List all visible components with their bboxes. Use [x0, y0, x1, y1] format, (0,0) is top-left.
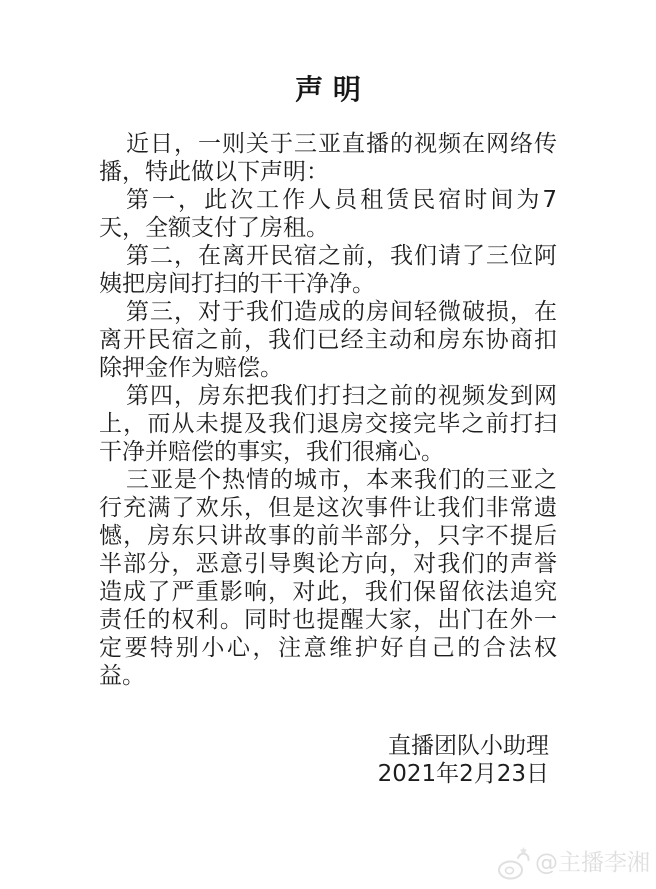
signature-name: 直播团队小助理 [388, 733, 549, 759]
text-line: 益。 [99, 663, 145, 689]
text-line: 离开民宿之前，我们已经主动和房东协商扣 [99, 327, 557, 353]
statement-body [99, 130, 557, 690]
text-line: 责任的权利。同时也提醒大家，出门在外一 [99, 607, 557, 633]
watermark [496, 844, 650, 882]
statement-paragraph-point-3 [99, 298, 557, 382]
text-line: 姨把房间打扫的干干净净。 [99, 271, 375, 297]
text-line: 半部分，恶意引导舆论方向，对我们的声誉 [99, 551, 557, 577]
statement-title: 声 明 [295, 73, 361, 106]
text-line: 播，特此做以下声明： [99, 159, 329, 185]
text-line: 造成了严重影响，对此，我们保留依法追究 [99, 579, 557, 605]
text-line: 第四，房东把我们打扫之前的视频发到网 [126, 383, 557, 409]
statement-paragraph-point-2 [99, 242, 557, 298]
signature-date: 2021年2月23日 [377, 761, 549, 787]
text-line: 干净并赔偿的事实，我们很痛心。 [99, 439, 444, 465]
text-line: 除押金作为赔偿。 [99, 355, 283, 381]
text-line: 第二，在离开民宿之前，我们请了三位阿 [126, 243, 557, 269]
text-line: 上，而从未提及我们退房交接完毕之前打扫 [99, 411, 557, 437]
text-line: 天，全额支付了房租。 [99, 215, 329, 241]
text-line: 行充满了欢乐，但是这次事件让我们非常遗 [99, 495, 557, 521]
weibo-icon [496, 844, 532, 882]
statement-paragraph-closing [99, 466, 557, 690]
statement-paragraph-point-4 [99, 382, 557, 466]
statement-paragraph-intro [99, 130, 557, 186]
text-line: 定要特别小心，注意维护好自己的合法权 [99, 635, 557, 661]
statement-document [99, 74, 557, 788]
signature-block [99, 732, 557, 788]
text-line: 憾，房东只讲故事的前半部分，只字不提后 [99, 523, 557, 549]
text-line: 近日，一则关于三亚直播的视频在网络传 [126, 131, 557, 157]
text-line: 三亚是个热情的城市，本来我们的三亚之 [126, 467, 557, 493]
text-line: 第一，此次工作人员租赁民宿时间为7 [126, 187, 557, 213]
statement-paragraph-point-1 [99, 186, 557, 242]
watermark-text: @主播李湘 [535, 850, 650, 876]
text-line: 第三，对于我们造成的房间轻微破损，在 [126, 299, 557, 325]
